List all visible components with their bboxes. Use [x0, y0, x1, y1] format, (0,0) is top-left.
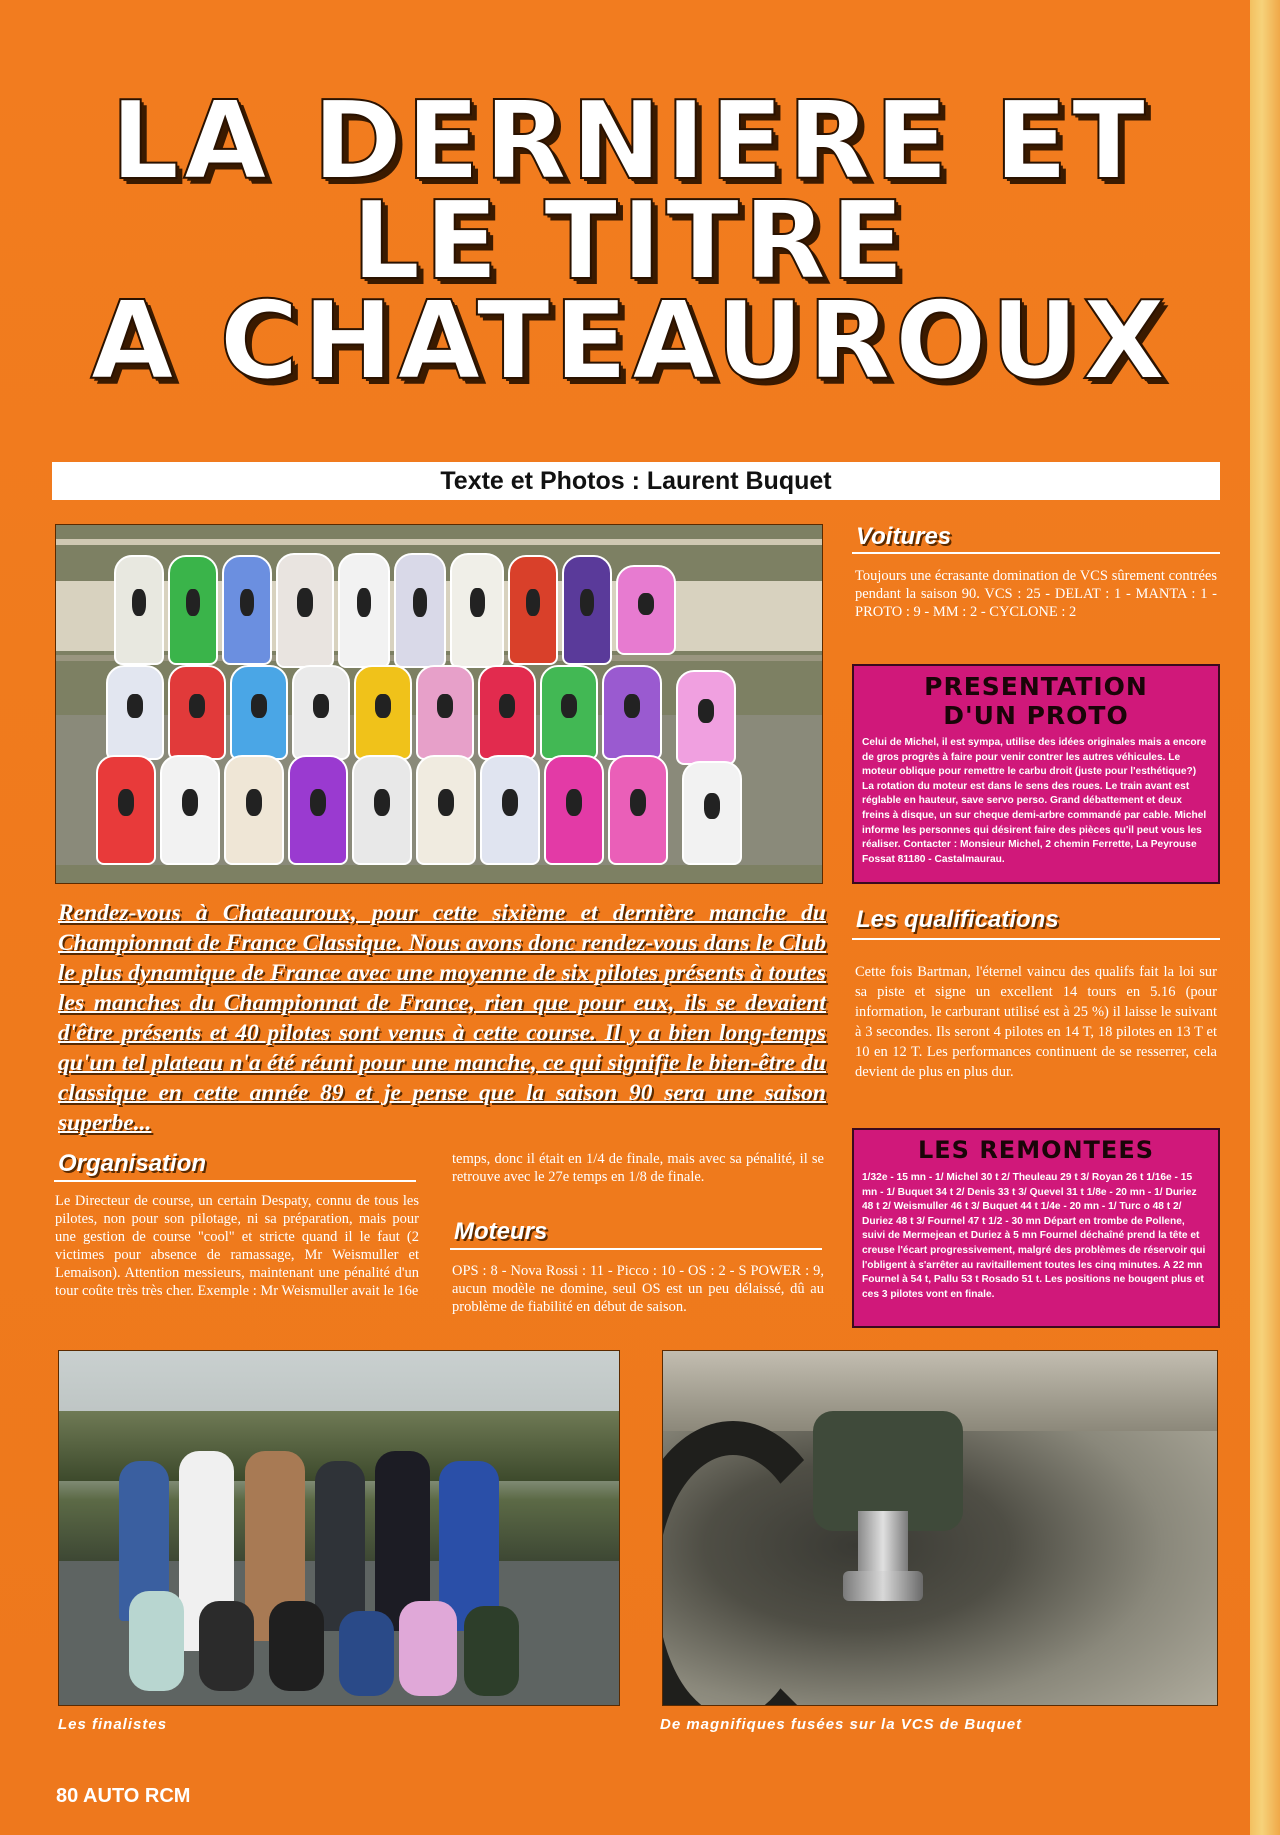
car-body	[168, 555, 218, 665]
proto-text: Celui de Michel, il est sympa, utilise des idées originales mais a encore de gros progrès à faire pour venir contrer les autres véhicules. Le moteur oblique pour remettre le carbu droit (juste pour l'esthétique?) La rotation du moteur est dans le sens des roues. Le train avant est réglable en hauteur, save servo perso. Grand débattement et deux freins à disque, un sur cheque demi-arbre commandé par cable. Michel informe les personnes qui désirent faire des pièces qu'il peut vous les réaliser. Contacter : Monsieur Michel, 2 chemin Ferrette, La Peyrouse Fossat 81180 - Castalmaurau.	[862, 737, 1207, 865]
vcs-detail-photo	[662, 1350, 1218, 1706]
proto-heading	[862, 672, 1210, 730]
organisation-heading: Organisation	[58, 1150, 207, 1177]
remontees-text: 1/32e - 15 mn - 1/ Michel 30 t 2/ Theuleau 29 t 3/ Royan 26 t 1/16e - 15 mn - 1/ Buquet 34 t 2/ Denis 33 t 3/ Quevel 31 t 1/8e - 20 mn - 1/ Duriez 48 t 2/ Weismuller 46 t 3/ Buquet 44 t 1/4e - 20 mn - 1/ Turc o 48 t 2/ Duriez 48 t 3/ Fournel 47 t 1/2 - 30 mn Départ en trombe de Pollene, suivi de Mermejean et Duriez à 5 mn Fournel déchaîné prend la tête et creuse l'écart progressivement, malgré des problèmes de réservoir qui l'obligent à s'arrêter au ravitaillement toutes les cinq minutes. A 22 mn Fournel à 54 t, Pallu 53 t Rosado 51 t. Les positions ne bougent plus et ces 3 pilotes vont en finale.	[862, 1172, 1206, 1300]
organisation-text: Le Directeur de course, un certain Despaty, connu de tous les pilotes, non pour son pilotage, ni sa préparation, mais pour une gestion de course "cool" et stricte quand il le faut (2 victimes pour absence de ramassage, Mr Weismuller et Lemaison). Attention messieurs, maintenant une pénalité d'un tour coûte très très cher. Exemple : Mr Weismuller avait le 16e	[55, 1193, 419, 1299]
organisation-continued-text: temps, donc il était en 1/4 de finale, mais avec sa pénalité, il se retrouve avec le 27e temps en 1/8 de finale.	[452, 1151, 824, 1185]
car-body	[682, 761, 742, 865]
person	[315, 1461, 365, 1631]
moteurs-text: OPS : 8 - Nova Rossi : 11 - Picco : 10 - OS : 2 - S POWER : 9, aucun modèle ne domine, seul OS est un peu délaissé, dû au problème de fiabilité en début de saison.	[452, 1263, 824, 1315]
car-body	[602, 665, 662, 760]
qualifications-rule	[852, 938, 1220, 940]
person-kneeling	[339, 1611, 394, 1696]
organisation-rule	[54, 1180, 416, 1182]
car-body	[292, 665, 350, 760]
remontees-heading: LES REMONTEES	[917, 1136, 1155, 1164]
person-kneeling	[399, 1601, 457, 1696]
car-body	[676, 670, 736, 765]
car-body	[224, 755, 284, 865]
car-body	[96, 755, 156, 865]
car-body	[480, 755, 540, 865]
car-body	[106, 665, 164, 760]
car-body	[222, 555, 272, 665]
rack-bar	[56, 539, 822, 545]
moteurs-heading: Moteurs	[454, 1218, 548, 1245]
finalists-photo	[58, 1350, 620, 1706]
page-footer: 80 AUTO RCM	[56, 1785, 191, 1807]
car-body	[168, 665, 226, 760]
car-body	[544, 755, 604, 865]
car-body	[540, 665, 598, 760]
car-body	[608, 755, 668, 865]
car-body	[288, 755, 348, 865]
car-body	[276, 553, 334, 668]
car-body	[450, 553, 504, 668]
title-line-1: LA DERNIERE ET	[110, 79, 1150, 204]
person-kneeling	[199, 1601, 254, 1691]
car-body	[416, 755, 476, 865]
proto-heading-line-2: D'UN PROTO	[943, 701, 1129, 730]
lead-paragraph: Rendez-vous à Chateauroux, pour cette sixième et dernière manche du Championnat de France Classique. Nous avons donc rendez-vous dans le Club le plus dynamique de France avec une moyenne de six pilotes présents à toutes les manches du Championnat de France, rien que pour eux, ils se devaient d'être présents et 40 pilotes sont venus à cette course. Il y a bien long-temps qu'un tel plateau n'a été réuni pour une manche, ce qui signifie le bien-être du classique en cette année 89 et je pense que la saison 90 sera une saison superbe...	[58, 900, 826, 1136]
qualifications-heading: Les qualifications	[856, 906, 1059, 933]
car-body	[562, 555, 612, 665]
remontees-box	[852, 1128, 1220, 1328]
finalists-caption: Les finalistes	[58, 1716, 168, 1733]
car-body	[354, 665, 412, 760]
bolt	[843, 1571, 923, 1601]
byline: Texte et Photos : Laurent Buquet	[52, 462, 1220, 500]
person-kneeling	[464, 1606, 519, 1696]
car-body	[352, 755, 412, 865]
car-body	[616, 565, 676, 655]
vcs-caption: De magnifiques fusées sur la VCS de Buquet	[660, 1716, 1023, 1733]
car-body	[394, 553, 446, 668]
title-line-2: LE TITRE	[351, 179, 909, 304]
car-body	[478, 665, 536, 760]
car-body	[114, 555, 164, 665]
moteurs-rule	[450, 1248, 822, 1250]
article-title	[60, 79, 1200, 404]
qualifications-text: Cette fois Bartman, l'éternel vaincu des qualifs fait la loi sur sa piste et signe un excellent 14 tours en 5.16 (pour information, le carburant utilisé est à 25 %) il laisse le suivant à 3 secondes. Ils seront 4 pilotes en 14 T, 18 pilotes en 13 T et 10 en 12 T. Les performances continuent de se resserrer, cela devient de plus en plus dur.	[855, 964, 1217, 1080]
title-line-3: A CHATEAUROUX	[90, 279, 1170, 404]
voitures-text: Toujours une écrasante domination de VCS sûrement contrées pendant la saison 90. VCS : 25 - DELAT : 1 - MANTA : 1 - PROTO : 9 - MM : 2 - CYCLONE : 2	[855, 568, 1217, 620]
proto-box	[852, 664, 1220, 884]
person-kneeling	[129, 1591, 184, 1691]
page-spine	[1250, 0, 1280, 1835]
voitures-rule	[852, 552, 1220, 554]
car-body	[160, 755, 220, 865]
cars-photo	[55, 524, 823, 884]
car-body	[230, 665, 288, 760]
proto-heading-line-1: PRESENTATION	[924, 672, 1148, 701]
person-kneeling	[269, 1601, 324, 1691]
car-body	[416, 665, 474, 760]
voitures-heading: Voitures	[856, 523, 952, 550]
car-body	[508, 555, 558, 665]
car-body	[338, 553, 390, 668]
